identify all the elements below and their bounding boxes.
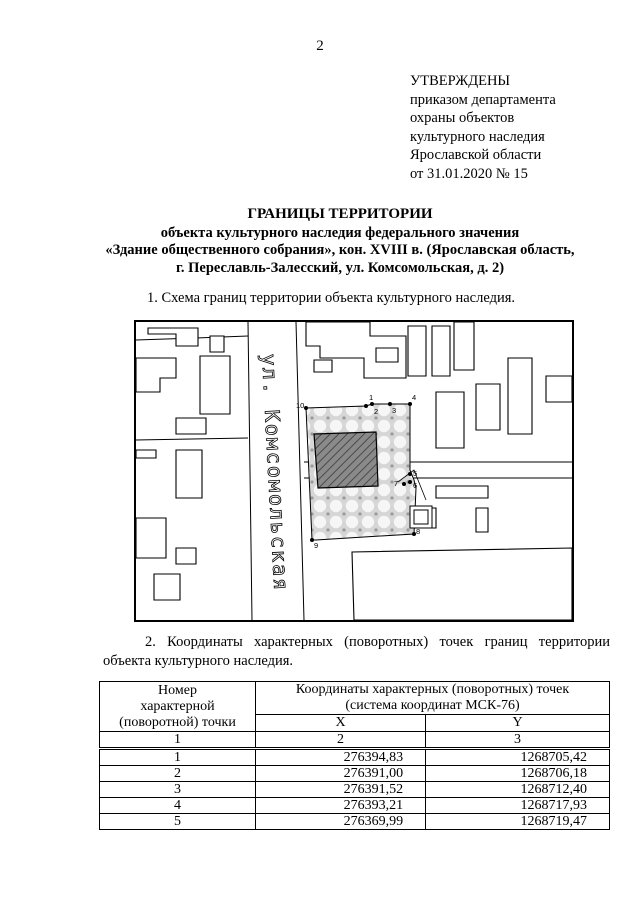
approval-line: культурного наследия [410,128,545,145]
table-cell: 3 [426,732,610,749]
document-title [60,206,620,277]
point-label: 7 [394,479,399,488]
table-cell: 276393,21 [256,798,426,814]
approval-line: приказом департамента [410,91,556,108]
table-cell: 276369,99 [256,814,426,830]
table-row [100,749,610,766]
table-row [100,766,610,782]
table-cell: 1268705,42 [426,749,610,766]
x-header: X [256,715,426,732]
y-header: Y [426,715,610,732]
point-label: 4 [412,393,417,402]
header-line: Номер [158,682,197,698]
point-label: 5 [413,469,418,478]
section-2-heading [103,633,610,670]
title-line: г. Переславль-Залесский, ул. Комсомольская, д. 2) [175,259,505,276]
point-label: 6 [413,481,418,490]
header-line: Координаты характерных (поворотных) точек [295,682,570,697]
street-label: ул. Комсомольская [257,353,294,593]
point-label: 1 [369,393,374,402]
table-cell: 4 [100,798,256,814]
point-label: 9 [314,541,319,550]
table-cell: 276391,52 [256,782,426,798]
approval-stamp [410,72,630,184]
header-line: (система координат МСК-76) [345,698,520,713]
approval-line: от 31.01.2020 № 15 [410,165,528,182]
page-number: 2 [316,38,324,54]
title-heading: ГРАНИЦЫ ТЕРРИТОРИИ [247,206,433,222]
table-cell: 1268712,40 [426,782,610,798]
table-cell: 2 [100,766,256,782]
point-label: 3 [392,406,397,415]
coordinates-table [99,681,610,830]
table-cell: 276394,83 [256,749,426,766]
table-row [100,798,610,814]
table-cell: 3 [100,782,256,798]
table-row [100,782,610,798]
approval-line: охраны объектов [410,110,515,127]
point-label: 10 [296,401,305,410]
table-cell: 276391,00 [256,766,426,782]
point-label: 2 [374,407,379,416]
table-row [100,814,610,830]
table-numbering-row [100,732,610,749]
table-header-row [100,682,610,715]
approval-line: Ярославской области [410,147,542,164]
territory-boundary [296,393,432,550]
table-cell: 1268719,47 [426,814,610,830]
title-line: объекта культурного наследия федерального значения [160,224,520,241]
table-cell: 1268717,93 [426,798,610,814]
point-number-header [100,682,256,732]
section-2-line: объекта культурного наследия. [103,652,294,669]
point-label: 8 [416,527,421,536]
header-line: характерной [140,698,215,714]
table-cell: 5 [100,814,256,830]
approval-line: УТВЕРЖДЕНЫ [410,73,511,89]
table-cell: 1 [100,732,256,749]
header-line: (поворотной) точки [119,714,236,730]
table-cell: 1268706,18 [426,766,610,782]
table-cell: 1 [100,749,256,766]
title-line: «Здание общественного собрания», кон. XVIII в. (Ярославская область, [105,242,575,258]
coordinates-header [256,682,610,715]
table-cell: 2 [256,732,426,749]
section-1-heading: 1. Схема границ территории объекта культурного наследия. [147,290,516,306]
boundary-map [134,320,574,622]
section-2-line: 2. Координаты характерных (поворотных) точек границ территории [145,634,610,650]
